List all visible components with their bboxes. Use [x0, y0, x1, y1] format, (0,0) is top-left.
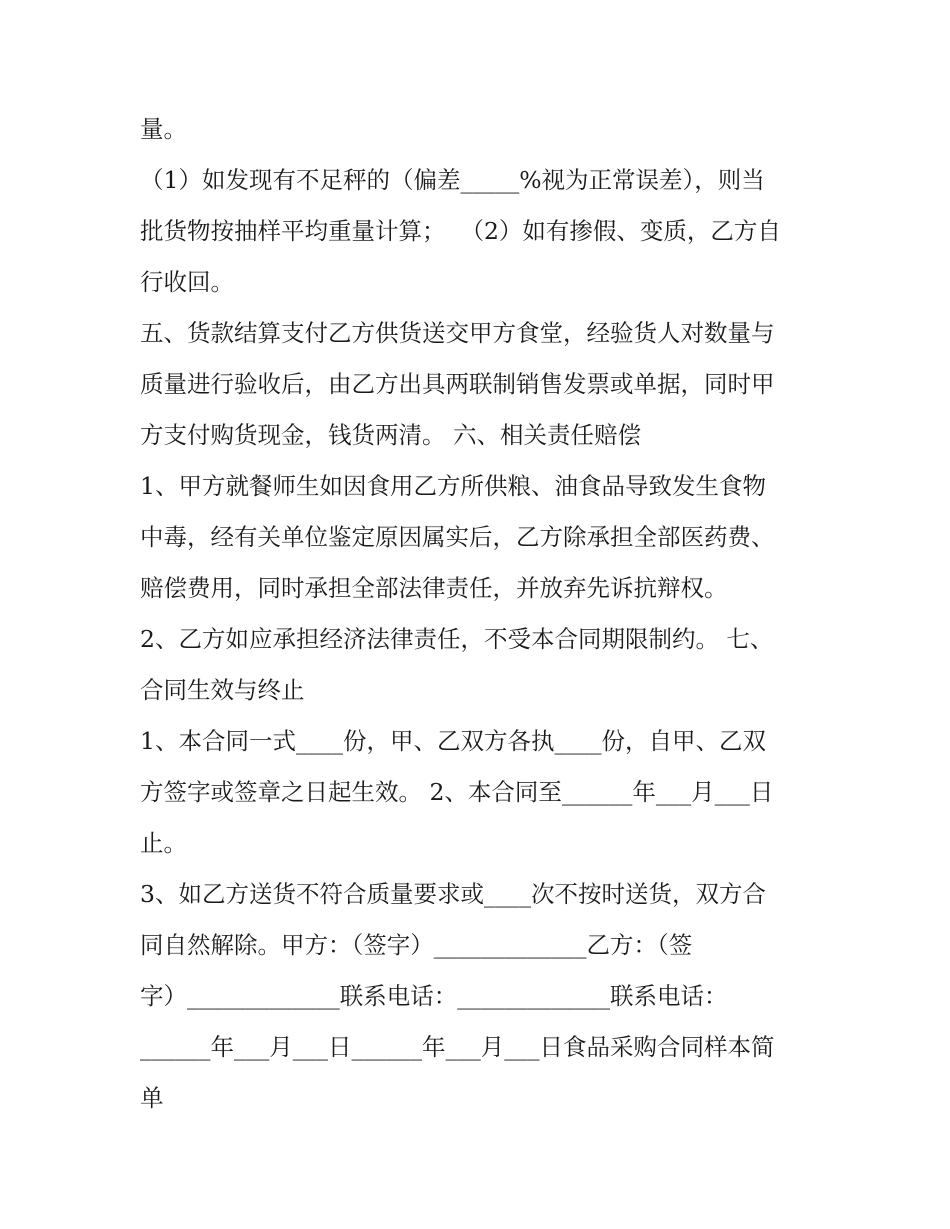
- text-line: 止。: [140, 829, 187, 857]
- text-line: 方支付购货现金，钱货两清。 六、相关责任赔偿: [140, 421, 641, 449]
- text-line: 五、货款结算支付乙方供货送交甲方食堂，经验货人对数量与: [140, 319, 775, 347]
- text-line: 行收回。: [140, 268, 234, 296]
- text-line: 赔偿费用，同时承担全部法律责任，并放弃先诉抗辩权。: [140, 574, 728, 602]
- document-body: [140, 104, 820, 1124]
- text-line: 2、乙方如应承担经济法律责任，不受本合同期限制约。 七、: [140, 625, 774, 653]
- text-line: 合同生效与终止: [140, 676, 305, 704]
- text-line: 中毒，经有关单位鉴定原因属实后，乙方除承担全部医药费、: [140, 523, 775, 551]
- text-line: 方签字或签章之日起生效。 2、本合同至______年___月___日: [140, 778, 774, 806]
- text-line: 1、甲方就餐师生如因食用乙方所供粮、油食品导致发生食物: [140, 472, 766, 500]
- text-line: （1）如发现有不足秤的（偏差_____%视为正常误差），则当: [140, 166, 765, 194]
- text-line: 字）_____________联系电话：_____________联系电话：: [140, 982, 728, 1010]
- text-line: 量。: [140, 115, 187, 143]
- text-line: 批货物按抽样平均重量计算； （2）如有掺假、变质，乙方自: [140, 217, 781, 245]
- text-line: 1、本合同一式____份，甲、乙双方各执____份，自甲、乙双: [140, 727, 766, 755]
- text-line: 质量进行验收后，由乙方出具两联制销售发票或单据，同时甲: [140, 370, 775, 398]
- text-line: ______年___月___日______年___月___日食品采购合同样本简: [140, 1033, 775, 1061]
- text-line: 单: [140, 1084, 164, 1112]
- text-line: 同自然解除。甲方：（签字）_____________乙方：（签: [140, 931, 693, 959]
- text-line: 3、如乙方送货不符合质量要求或____次不按时送货，双方合: [140, 880, 766, 908]
